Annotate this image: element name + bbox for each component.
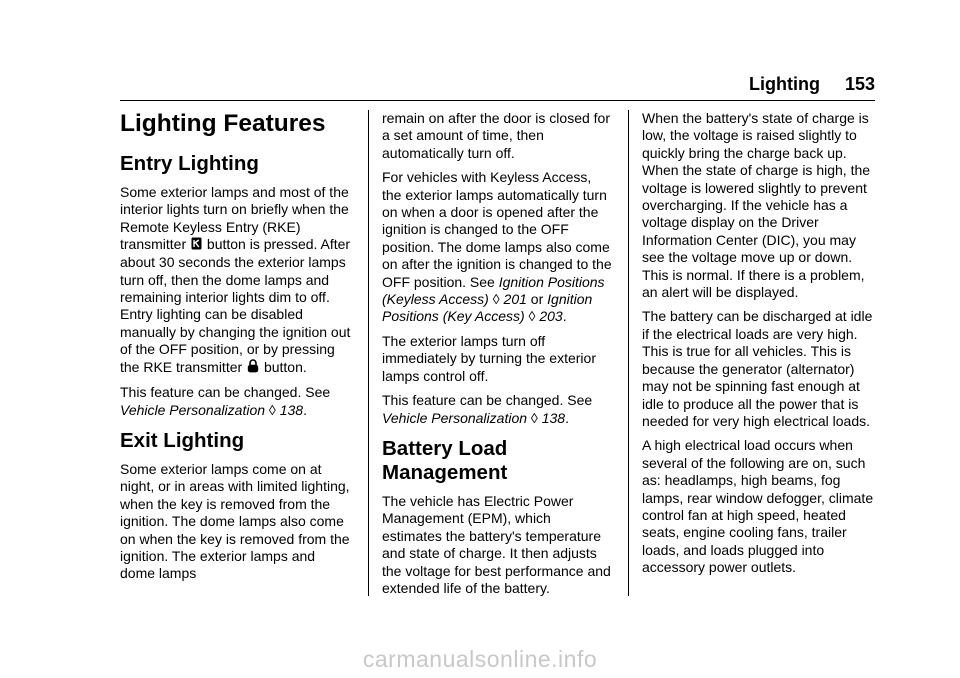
page-reference[interactable]: 138 — [541, 409, 566, 426]
battery-load-heading: Battery Load Management — [382, 436, 508, 484]
exit-paragraph-1b: remain on after the door is closed for a set amount of time, then automatically turn off. — [382, 110, 611, 161]
watermark: carmanualsonline.info — [362, 646, 598, 672]
exit-paragraph-3: The exterior lamps turn off immediately by turning the exterior lamps control off. — [382, 332, 596, 384]
cross-reference-link[interactable]: Ignition Positions (Keyless Access) — [382, 273, 605, 308]
page-reference-icon: ◊ — [268, 401, 276, 418]
page-reference[interactable]: 201 — [503, 291, 527, 308]
battery-paragraph-3: The battery can be discharged at idle if the electrical loads are very high. This is true for all vehicles. This is because the generator (alternator) may not be spinning fast enough at idle to produce all the power that is needed for very high electrical loads. — [642, 308, 873, 429]
battery-paragraph-1: The vehicle has Electric Power Management (EPM), which estimates the battery's temperature and state of charge. It then adjusts the voltage for best performance and extended life of the battery. — [382, 492, 611, 596]
unlock-icon — [191, 237, 202, 254]
battery-paragraph-4: A high electrical load occurs when several of the following are on, such as: headlamps, high beams, fog lamps, rear window defogger, climate control fan at high speed, heated seats, engine cooling fans, trailer loads, and loads plugged into accessory power outlets. — [642, 437, 874, 576]
column-2 — [382, 110, 614, 604]
section-title: Lighting — [749, 74, 820, 94]
page-reference[interactable]: 138 — [279, 401, 304, 418]
lock-icon — [247, 359, 259, 377]
exit-lighting-heading: Exit Lighting — [120, 428, 245, 452]
cross-reference-link[interactable]: Vehicle Personalization — [120, 401, 266, 418]
page-reference-icon: ◊ — [530, 409, 538, 426]
entry-paragraph-1: Some exterior lamps and most of the interior lights turn on briefly when the Remote Keyless Entry (RKE) transmitter button is pressed. After about 30 seconds the exterior lamps turn off, then the dome lamps and remaining interior lights dim to off. Entry lighting can be disabled manually by changing the ignition out of the OFF position, or by pressing the RKE transmitter button. — [120, 184, 352, 377]
page-reference-icon: ◊ — [528, 308, 536, 325]
page-reference[interactable]: 203 — [539, 308, 563, 325]
exit-paragraph-1a: Some exterior lamps come on at night, or in areas with limited lighting, when the key is removed from the ignition. The dome lamps also come on when the key is removed from the ignition. The exterior lamps and dome lamps — [120, 460, 350, 582]
column-1 — [120, 110, 352, 590]
exit-paragraph-2: For vehicles with Keyless Access, the exterior lamps automatically turn on when a door is opened after the ignition is changed to the OFF position. The dome lamps also come on after the ignition is changed to the OFF position. See Ignition Positions (Keyless Access) ◊ 201 or Ignition Positions (Key Access) ◊ 203. — [382, 169, 612, 325]
exit-paragraph-4: This feature can be changed. See Vehicle Personalization ◊ 138. — [382, 392, 593, 426]
column-divider-2 — [628, 110, 629, 596]
entry-paragraph-2: This feature can be changed. See Vehicle Personalization ◊ 138. — [120, 384, 331, 418]
column-3 — [642, 110, 874, 584]
battery-paragraph-2: When the battery's state of charge is low, the voltage is raised slightly to quickly bring the charge back up. When the state of charge is high, the voltage is lowered slightly to prevent overcharging. If the vehicle has a voltage display on the Driver Information Center (DIC), you may see the voltage move up or down. This is normal. If there is a problem, an alert will be displayed. — [642, 110, 871, 301]
column-divider-1 — [368, 110, 369, 596]
cross-reference-link[interactable]: Vehicle Personalization — [382, 409, 528, 426]
cross-reference-link[interactable]: Ignition Positions (Key Access) — [382, 291, 593, 325]
main-heading: Lighting Features — [120, 110, 326, 137]
page-reference-icon: ◊ — [492, 291, 500, 308]
page-number: 153 — [844, 74, 875, 94]
entry-lighting-heading: Entry Lighting — [120, 152, 259, 175]
header-divider — [120, 100, 875, 101]
